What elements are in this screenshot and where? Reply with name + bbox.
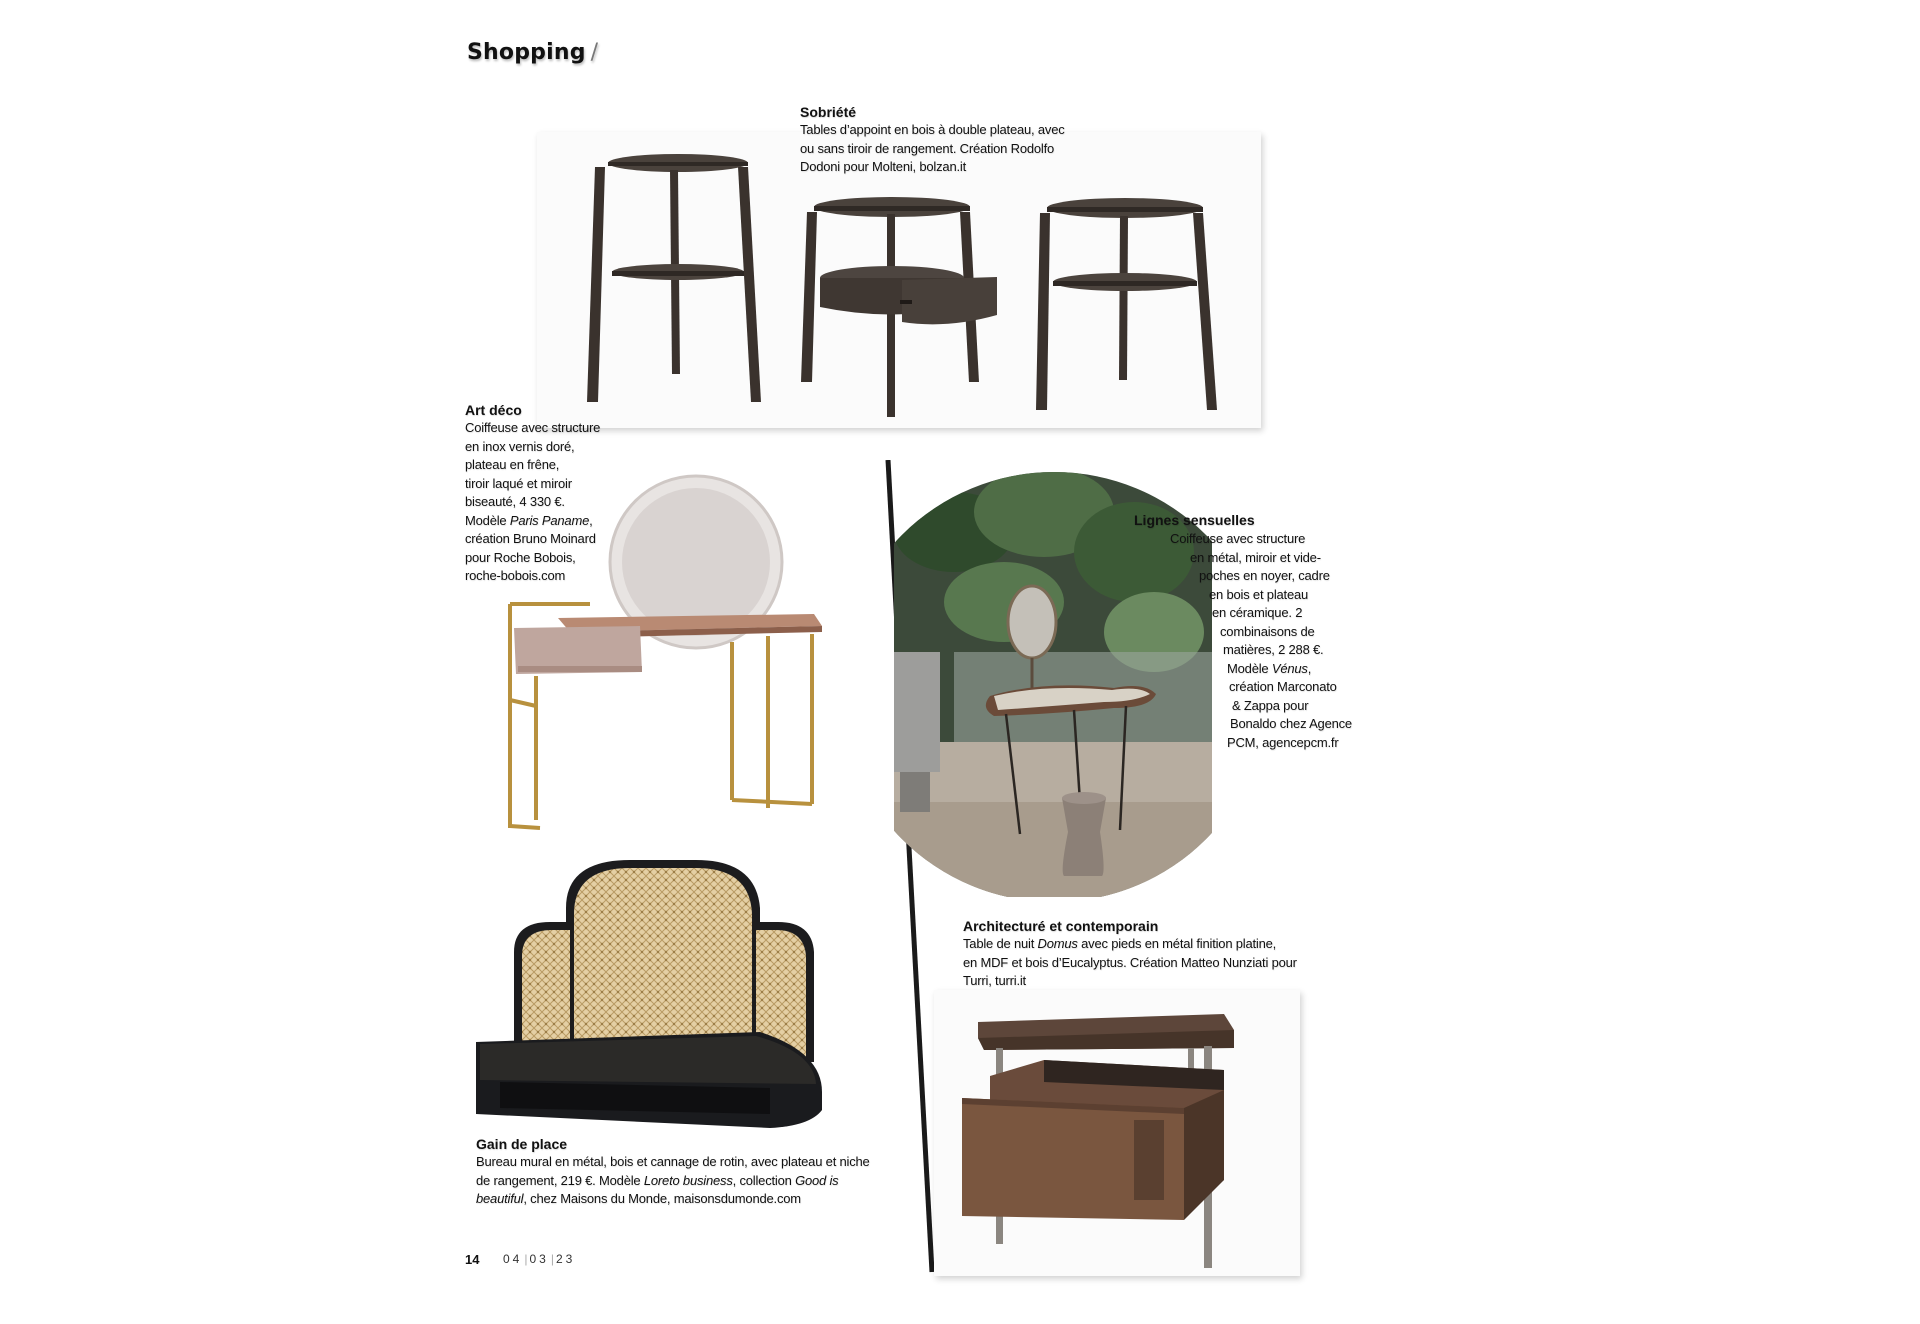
date-separator: | (524, 1252, 528, 1266)
issue-date (503, 1252, 575, 1266)
caption-lignes-text (1090, 530, 1490, 752)
caption-line (963, 935, 1297, 954)
caption-line: création Bruno Moinard (465, 531, 596, 546)
caption-line: Bureau mural en métal, bois et cannage de rotin, avec plateau et niche (476, 1154, 870, 1169)
caption-lignes-body (1090, 530, 1490, 752)
caption-line (476, 1190, 870, 1209)
model-suffix: , (589, 512, 593, 528)
vanity-illustration (500, 470, 830, 840)
issue-day: 04 (503, 1252, 523, 1266)
line-mid: , collection (732, 1172, 796, 1188)
caption-line: Coiffeuse avec structure (1170, 531, 1306, 546)
caption-architecture (963, 918, 1297, 991)
line-suffix: avec pieds en métal finition platine, (1077, 936, 1277, 951)
model-name: Domus (1037, 936, 1078, 951)
section-title (467, 40, 598, 65)
caption-architecture-title: Architecturé et contemporain (963, 918, 1159, 934)
caption-line: Turri, turri.it (963, 973, 1026, 988)
line-suffix: , chez Maisons du Monde, maisonsdumonde.com (523, 1191, 801, 1206)
photo-night-table-domus (934, 990, 1300, 1276)
collection-name: Good is (795, 1172, 839, 1188)
model-name: Vénus (1271, 660, 1308, 676)
collection-name-cont: beautiful (476, 1191, 524, 1206)
section-title-slash: / (590, 40, 599, 65)
page-number: 14 (465, 1252, 480, 1267)
caption-lignes-sensuelles (1134, 512, 1255, 529)
caption-line: Coiffeuse avec structure (465, 420, 601, 435)
caption-line (1227, 660, 1490, 679)
caption-architecture-body (963, 935, 1297, 991)
date-separator: | (550, 1252, 554, 1266)
model-name: Loreto business (643, 1172, 733, 1188)
caption-line: tiroir laqué et miroir (465, 475, 572, 491)
caption-line: en métal, miroir et vide- (1190, 549, 1321, 565)
caption-line: Dodoni pour Molteni, bolzan.it (800, 159, 966, 174)
wall-desk-illustration (470, 852, 850, 1142)
caption-line: & Zappa pour (1232, 697, 1309, 713)
caption-line: création Marconato (1229, 679, 1337, 694)
issue-year: 23 (555, 1252, 576, 1266)
night-table-illustration (934, 990, 1300, 1276)
section-title-text: Shopping (467, 40, 586, 65)
photo-wall-desk-loreto (470, 852, 850, 1142)
caption-line: en bois et plateau (1209, 586, 1309, 602)
caption-line: plateau en frêne, (465, 457, 560, 472)
issue-month: 03 (529, 1252, 549, 1266)
caption-line: poches en noyer, cadre (1199, 568, 1330, 583)
model-prefix: Modèle (1227, 660, 1272, 676)
caption-gain-de-place (476, 1136, 870, 1209)
caption-line: en MDF et bois d’Eucalyptus. Création Matteo Nunziati pour (963, 954, 1297, 970)
model-name: Paris Paname (509, 512, 590, 528)
caption-line: pour Roche Bobois, (465, 549, 576, 565)
caption-sobriete-body (800, 121, 1065, 177)
caption-line: Bonaldo chez Agence (1230, 716, 1352, 731)
caption-line: ou sans tiroir de rangement. Création Rodolfo (800, 140, 1055, 156)
caption-line: en céramique. 2 (1212, 605, 1303, 620)
caption-line: matières, 2 288 €. (1223, 642, 1324, 657)
caption-sobriete (800, 104, 1065, 177)
caption-lignes-title: Lignes sensuelles (1134, 512, 1255, 528)
photo-vanity-art-deco (500, 470, 830, 840)
caption-gain-title: Gain de place (476, 1136, 568, 1152)
caption-line: combinaisons de (1220, 623, 1315, 639)
caption-line: en inox vernis doré, (465, 438, 575, 454)
caption-gain-body (476, 1153, 870, 1209)
line-prefix: de rangement, 219 €. Modèle (476, 1172, 644, 1188)
caption-line (476, 1172, 870, 1191)
caption-line: PCM, agencepcm.fr (1227, 734, 1339, 750)
caption-line: biseauté, 4 330 €. (465, 494, 565, 509)
model-prefix: Modèle (465, 512, 510, 528)
caption-art-deco-title: Art déco (465, 402, 522, 418)
caption-line: Tables d’appoint en bois à double plateau, avec (800, 122, 1065, 137)
caption-sobriete-title: Sobriété (800, 104, 857, 120)
line-prefix: Table de nuit (963, 936, 1038, 951)
caption-line: roche-bobois.com (465, 568, 566, 583)
model-suffix: , (1307, 660, 1312, 676)
